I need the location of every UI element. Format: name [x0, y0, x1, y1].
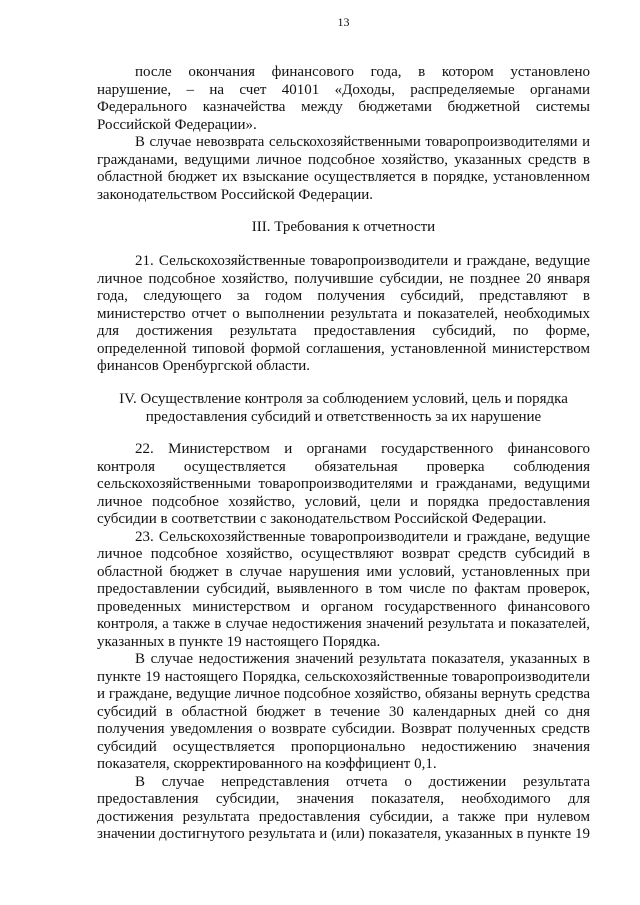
paragraph-line: законодательством Российской Федерации. [97, 186, 374, 203]
paragraph-line: областной бюджет их взыскание осуществляется в порядке, установленном [97, 169, 590, 185]
paragraph-line: субсидии в соответствии с законодательством Российской Федерации. [97, 511, 547, 527]
paragraph-line: определенной типовой формой соглашения, установленной министерством [97, 340, 590, 357]
paragraph-line: для достижения результата предоставления субсидий, по форме, [97, 323, 590, 339]
document-body [97, 64, 590, 844]
paragraph-line: Российской Федерации». [97, 116, 257, 133]
paragraph-line: контроля осуществляется обязательная проверка соблюдения [97, 458, 590, 475]
paragraph-line: 21. Сельскохозяйственные товаропроизводители и граждане, ведущие [135, 253, 590, 269]
section-3-heading: III. Требования к отчетности [251, 219, 436, 235]
paragraph-line: 22. Министерством и органами государственного финансового [135, 441, 590, 457]
paragraph-22 [97, 441, 590, 529]
paragraph-23 [97, 529, 590, 652]
paragraph-line: достижения результата предоставления субсидии, а также при нулевом [97, 808, 590, 825]
paragraph-line: областной бюджет в случае нарушения ими условий, установленных при [97, 563, 590, 580]
paragraph-line: контроля, а также в случае недостижения значений результата и показателей, [97, 616, 590, 632]
paragraph-continued [97, 64, 590, 134]
paragraph-line: показателя, скорректированного на коэффициент 0,1. [97, 756, 437, 772]
paragraph-line: министерство отчет о выполнении результата и показателей, необходимых [97, 305, 590, 322]
paragraph-line: сельскохозяйственными товаропроизводителями и гражданами, ведущими [97, 476, 590, 492]
section-4-heading [97, 391, 590, 426]
paragraph-line: нарушение, – на счет 40101 «Доходы, распределяемые органами [97, 81, 590, 98]
paragraph-line: субсидий в областной бюджет в течение 30 календарных дней со дня [97, 703, 590, 720]
page-number: 13 [337, 15, 350, 29]
paragraph-line: личное подсобное хозяйство, осуществляют возврат средств субсидий в [97, 546, 590, 562]
paragraph-23-no-report [97, 774, 590, 844]
paragraph-line: после окончания финансового года, в котором установлено [135, 64, 590, 80]
paragraph-line: пункте 19 настоящего Порядка, сельскохозяйственные товаропроизводители [97, 668, 590, 685]
paragraph-21 [97, 253, 590, 376]
paragraph-line: субсидий осуществляется пропорционально недостижению значения [97, 738, 590, 755]
paragraph-line: получения уведомления о возврате субсидии. Возврат полученных средств [97, 721, 590, 737]
paragraph-line: указанных в пункте 19 настоящего Порядка. [97, 633, 381, 650]
paragraph-line: В случае непредставления отчета о достижении результата [135, 773, 590, 790]
paragraph-line: личное подсобное хозяйство, условий, цели и порядка предоставления [97, 493, 590, 510]
heading-line: предоставления субсидий и ответственность за их нарушение [145, 408, 542, 425]
paragraph-refund [97, 134, 590, 204]
paragraph-line: и граждане, ведущие личное подсобное хозяйство, обязаны вернуть средства [97, 686, 590, 702]
paragraph-line: предоставлении субсидий, выявленного в том числе по фактам проверок, [97, 581, 590, 597]
paragraph-line: личное подсобное хозяйство, получившие субсидии, не позднее 20 января [97, 270, 590, 287]
paragraph-line: В случае недостижения значений результата показателя, указанных в [135, 651, 590, 667]
paragraph-line: Федерального казначейства между бюджетами бюджетной системы [97, 99, 590, 115]
paragraph-line: финансов Оренбургской области. [97, 358, 311, 374]
heading-line: IV. Осуществление контроля за соблюдением условий, цель и порядка [119, 391, 568, 407]
paragraph-line: гражданами, ведущими личное подсобное хозяйство, указанных средств в [97, 151, 590, 168]
paragraph-line: 23. Сельскохозяйственные товаропроизводители и граждане, ведущие [135, 528, 590, 545]
paragraph-line: года, следующего за годом получения субсидий, представляют в [97, 288, 590, 304]
paragraph-line: В случае невозврата сельскохозяйственными товаропроизводителями и [135, 134, 590, 150]
paragraph-line: предоставления субсидии, значения показателя, необходимого для [97, 791, 590, 807]
paragraph-23-shortfall [97, 651, 590, 774]
paragraph-line: проведенных министерством и органом государственного финансового [97, 598, 590, 615]
paragraph-line: значении достигнутого результата и (или) показателя, указанных в пункте 19 [97, 826, 590, 842]
